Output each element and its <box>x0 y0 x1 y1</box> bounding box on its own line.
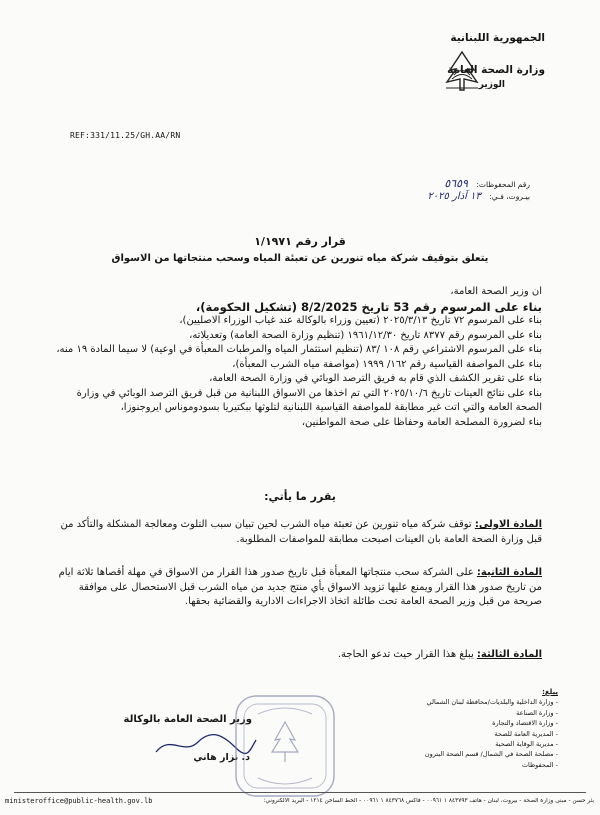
distribution-title: يبلغ: <box>542 688 558 696</box>
republic-title: الجمهورية اللبنانية <box>450 32 545 44</box>
footer-email[interactable]: ministeroffice@public-health.gov.lb <box>5 797 153 805</box>
decision-subject: يتعلق بتوقيف شركة مياه تنورين عن تعبئة المياه وسحب منتجاتها من الاسواق <box>111 253 489 264</box>
archive-row <box>427 178 530 191</box>
article-label: المادة الثانية: <box>476 567 542 578</box>
decides-heading: يقرر ما يأتي: <box>264 490 336 503</box>
preamble-line: بناء لضرورة المصلحة العامة وحفاظا على صحة المواطنين، <box>301 416 542 428</box>
signatory-title: وزير الصحة العامة بالوكالة <box>123 714 252 725</box>
preamble-line: ان وزير الصحة العامة، <box>450 286 542 297</box>
preamble-line: بناء على نتائج العينات تاريخ ٢٠٢٥/١٠/٦ التي تم اخذها من الاسواق اللبنانية من قبل فريق الترصد الوبائي في وزارة الصحة العامة والتي اتت غير مطابقة للمواصفة القياسية اللبنانية لتلوثها ببكتيريا بسودوموناس ايروجنوزا، <box>76 387 542 413</box>
distribution-item: - مصلحة الصحة في الشمال/ قسم الصحة البترون <box>424 750 558 759</box>
date-row <box>427 191 530 203</box>
distribution-item: - وزارة الداخلية والبلديات/محافظة لبنان الشمالي <box>426 698 558 707</box>
preamble-line: بناء على المرسوم رقم ٨٣٧٧ تاريخ ١٩٦١/١٢/٣٠ (تنظيم وزارة الصحة العامة) وتعديلاته، <box>189 329 542 341</box>
article-text: يبلغ هذا القرار حيث تدعو الحاجة. <box>337 649 474 660</box>
distribution-item: - المحفوظات <box>521 760 558 769</box>
ministry-title: وزارة الصحة العامة <box>447 64 545 76</box>
article-2 <box>52 566 542 610</box>
distribution-list <box>358 687 558 770</box>
preamble-line: بناء على تقرير الكشف الذي قام به فريق الترصد الوبائي في وزارة الصحة العامة، <box>209 373 542 384</box>
signatory-name: د. نزار هاني <box>193 752 250 763</box>
decision-title: قرار رقم ١/١٩٧١ <box>254 235 346 248</box>
footer-address: بئر حسن - مبنى وزارة الصحة - بيروت، لبنان - هاتف ٨٤٣٧٩٣ ١ ٠٠٩٦١ - فاكس ٨٤٣٧٦٨ ١ ٠٠٩٦١ - الخط الساخن ١٢١٤ - البريد الالكتروني: <box>263 798 594 804</box>
minister-office-title: الوزير <box>478 80 505 90</box>
issue-date: ١٣ آذار ٢٠٢٥ <box>427 191 481 202</box>
article-3 <box>52 648 542 663</box>
distribution-item: - مديرية الوقاية الصحية <box>495 740 558 749</box>
archive-value: ٥٦٥٩ <box>444 177 468 190</box>
preamble-line: بناء على المرسوم رقم 53 تاريخ 8/2/2025 (تشكيل الحكومة)، <box>195 299 542 314</box>
document-meta <box>427 178 530 203</box>
distribution-item: - وزارة الاقتصاد والتجارة <box>492 719 558 728</box>
preamble-line: بناء على المرسوم ٧٢ تاريخ ٢٠٢٥/٣/١٣ (تعيين وزراء بالوكالة عند غياب الوزراء الاصليين)، <box>179 315 542 326</box>
article-text: على الشركة سحب منتجاتها المعبأة قبل تاريخ صدور هذا القرار من الاسواق في مهلة أقصاها ثلاثة ايام من تاريخ صدور هذا القرار ويمنع عليها تزويد الاسواق بأي منتج جديد من مياه الشرب قبل الاستحصال على موافقة صريحة من قبل وزير الصحة العامة تحت طائلة اتخاذ الاجراءات الادارية والقضائية بحقها. <box>58 567 542 607</box>
reference-number: REF:331/11.25/GH.AA/RN <box>70 131 181 140</box>
article-1 <box>52 518 542 547</box>
city-date-label: بيـروت، فـي: <box>489 192 530 201</box>
preamble <box>52 285 542 430</box>
archive-label: رقم المحفوظات: <box>476 180 530 189</box>
distribution-item: - وزارة الصناعة <box>516 708 558 717</box>
decision-number <box>70 235 530 248</box>
preamble-line: بناء على المرسوم الاشتراعي رقم ١٠٨ /٨٣ (تنظيم استثمار المياه والمرطبات المعبأة في اوعية) لا سيما المادة ١٩ منه، <box>56 344 542 355</box>
cedar-emblem-icon <box>440 48 484 94</box>
distribution-item: - المديرية العامة للصحة <box>494 729 558 738</box>
article-label: المادة الثالثة: <box>476 649 542 660</box>
footer-divider <box>14 792 586 793</box>
official-stamp-icon <box>230 690 340 802</box>
article-text: توقف شركة مياه تنورين عن تعبئة مياه الشرب لحين تبيان سبب التلوث ومعالجة المشكلة والتأكد من قبل وزارة الصحة العامة بان العينات اصبحت مطابقة للمواصفات المطلوبة. <box>60 519 542 545</box>
article-label: المادة الاولى: <box>474 519 542 530</box>
preamble-line: بناء على المواصفة القياسية رقم ١٦٢/ ١٩٩٩ (مواصفة مياه الشرب المعبأة)، <box>232 358 542 370</box>
